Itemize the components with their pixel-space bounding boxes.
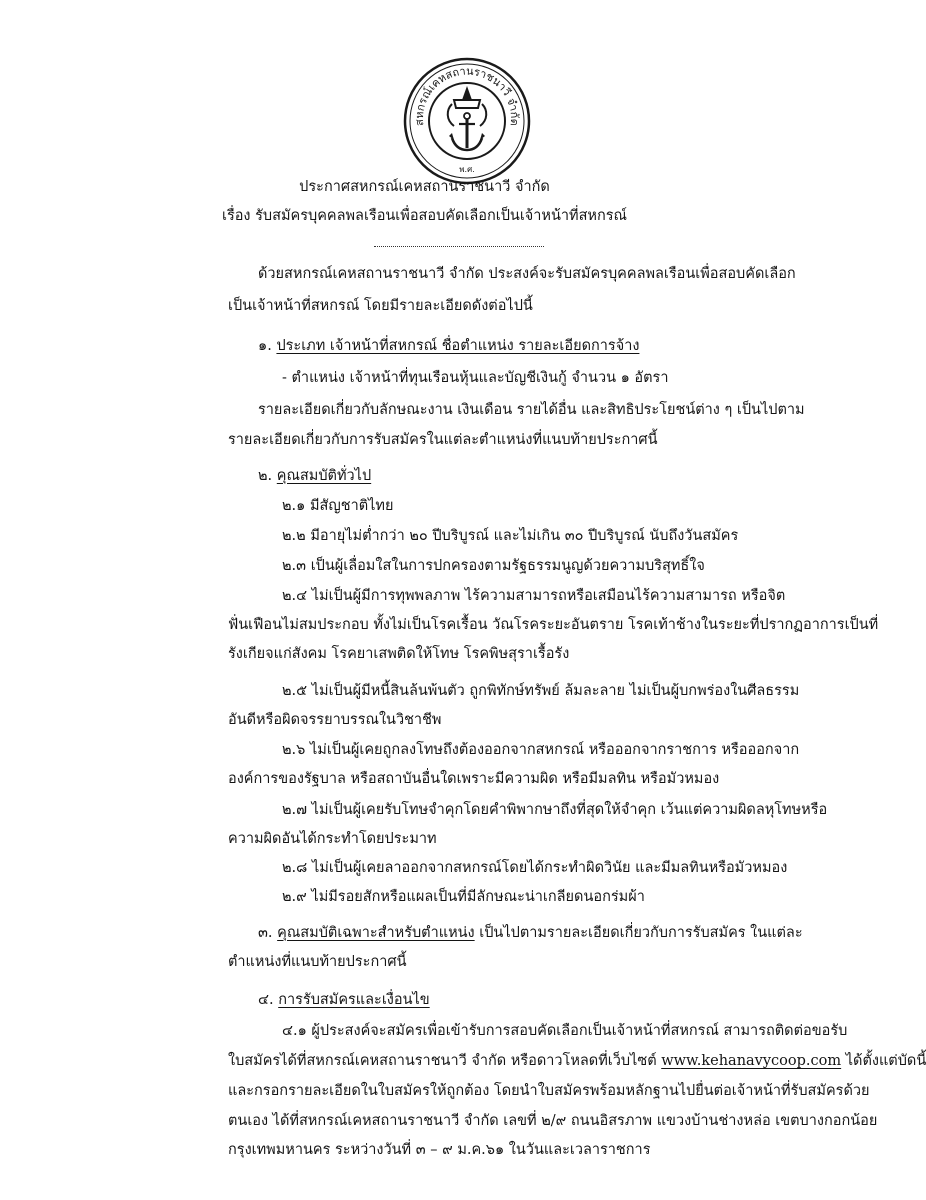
section-3-heading bbox=[258, 923, 803, 943]
item-2-4-line-3: รังเกียจแก่สังคม โรคยาเสพติดให้โทษ โรคพิษสุราเรื้อรัง bbox=[228, 646, 570, 662]
section-1-number: ๑. bbox=[258, 338, 272, 354]
item-4-1-line-3: และกรอกรายละเอียดในใบสมัครให้ถูกต้อง โดยนำใบสมัครพร้อมหลักฐานไปยื่นต่อเจ้าหน้าที่รับสมัครด้วย bbox=[228, 1083, 870, 1099]
announcement-title: ประกาศสหกรณ์เคหสถานราชนาวี จำกัด bbox=[299, 179, 550, 195]
item-2-7-line-1: ๒.๗ ไม่เป็นผู้เคยรับโทษจำคุกโดยคำพิพากษาถึงที่สุดให้จำคุก เว้นแต่ความผิดลหุโทษหรือ bbox=[282, 802, 828, 818]
section-1-heading bbox=[258, 336, 639, 356]
item-2-1: ๒.๑ มีสัญชาติไทย bbox=[282, 498, 394, 514]
announcement-subject: เรื่อง รับสมัครบุคคลพลเรือนเพื่อสอบคัดเลือกเป็นเจ้าหน้าที่สหกรณ์ bbox=[221, 208, 628, 224]
item-2-7-line-2: ความผิดอันได้กระทำโดยประมาท bbox=[228, 831, 437, 847]
item-4-1-line-4: ตนเอง ได้ที่สหกรณ์เคหสถานราชนาวี จำกัด เลขที่ ๒/๙ ถนนอิสรภาพ แขวงบ้านช่างหล่อ เขตบางกอกน้อย bbox=[228, 1113, 878, 1129]
website-link[interactable]: www.kehanavycoop.com bbox=[661, 1053, 842, 1069]
svg-text:พ.ศ.: พ.ศ. bbox=[459, 165, 475, 174]
item-2-6-line-1: ๒.๖ ไม่เป็นผู้เคยถูกลงโทษถึงต้องออกจากสหกรณ์ หรือออกจากราชการ หรือออกจาก bbox=[282, 742, 800, 758]
section-2-number: ๒. bbox=[258, 468, 273, 484]
section-1-detail-2: รายละเอียดเกี่ยวกับการรับสมัครในแต่ละตำแหน่งที่แนบท้ายประกาศนี้ bbox=[228, 432, 658, 448]
item-2-4-line-1: ๒.๔ ไม่เป็นผู้มีการทุพพลภาพ ไร้ความสามารถหรือเสมือนไร้ความสามารถ หรือจิต bbox=[282, 588, 786, 604]
section-1-detail-1: รายละเอียดเกี่ยวกับลักษณะงาน เงินเดือน รายได้อื่น และสิทธิประโยชน์ต่าง ๆ เป็นไปตาม bbox=[258, 402, 805, 418]
intro-line-2: เป็นเจ้าหน้าที่สหกรณ์ โดยมีรายละเอียดดังต่อไปนี้ bbox=[228, 298, 533, 314]
section-3-number: ๓. bbox=[258, 925, 273, 941]
item-2-6-line-2: องค์การของรัฐบาล หรือสถาบันอื่นใดเพราะมีความผิด หรือมีมลทิน หรือมัวหมอง bbox=[228, 771, 720, 787]
item-4-1-line-2 bbox=[228, 1051, 926, 1071]
section-3-line-2: ตำแหน่งที่แนบท้ายประกาศนี้ bbox=[228, 954, 407, 970]
item-4-1-line-1: ๔.๑ ผู้ประสงค์จะสมัครเพื่อเข้ารับการสอบคัดเลือกเป็นเจ้าหน้าที่สหกรณ์ สามารถติดต่อขอรับ bbox=[282, 1023, 848, 1039]
item-4-1-line-2-text: ใบสมัครได้ที่สหกรณ์เคหสถานราชนาวี จำกัด หรือดาวโหลดที่เว็บไซต์ bbox=[228, 1053, 662, 1069]
section-1-title: ประเภท เจ้าหน้าที่สหกรณ์ ชื่อตำแหน่ง รายละเอียดการจ้าง bbox=[276, 338, 640, 354]
section-4-title: การรับสมัครและเงื่อนไข bbox=[278, 992, 430, 1008]
item-2-8: ๒.๘ ไม่เป็นผู้เคยลาออกจากสหกรณ์โดยได้กระทำผิดวินัย และมีมลทินหรือมัวหมอง bbox=[282, 860, 788, 876]
section-2-title: คุณสมบัติทั่วไป bbox=[276, 468, 372, 484]
intro-line-1: ด้วยสหกรณ์เคหสถานราชนาวี จำกัด ประสงค์จะรับสมัครบุคคลพลเรือนเพื่อสอบคัดเลือก bbox=[258, 266, 796, 282]
item-2-4-line-2: ฟั่นเฟือนไม่สมประกอบ ทั้งไม่เป็นโรคเรื้อน วัณโรคระยะอันตราย โรคเท้าช้างในระยะที่ปรากฏอาการเป็นที่ bbox=[228, 617, 879, 633]
item-2-2: ๒.๒ มีอายุไม่ต่ำกว่า ๒๐ ปีบริบูรณ์ และไม่เกิน ๓๐ ปีบริบูรณ์ นับถึงวันสมัคร bbox=[282, 528, 739, 544]
item-2-3: ๒.๓ เป็นผู้เลื่อมใสในการปกครองตามรัฐธรรมนูญด้วยความบริสุทธิ์ใจ bbox=[282, 558, 705, 574]
item-2-5-line-1: ๒.๕ ไม่เป็นผู้มีหนี้สินล้นพ้นตัว ถูกพิทักษ์ทรัพย์ ล้มละลาย ไม่เป็นผู้บกพร่องในศีลธรรม bbox=[282, 683, 800, 699]
item-4-1-line-2-tail: ได้ตั้งแต่บัดนี้ bbox=[841, 1053, 926, 1069]
section-3-title: คุณสมบัติเฉพาะสำหรับตำแหน่ง bbox=[277, 925, 475, 941]
item-2-5-line-2: อันดีหรือผิดจรรยาบรรณในวิชาชีพ bbox=[228, 712, 442, 728]
section-3-text: เป็นไปตามรายละเอียดเกี่ยวกับการรับสมัคร ในแต่ละ bbox=[474, 925, 803, 941]
separator-dots bbox=[374, 246, 544, 247]
section-4-heading bbox=[258, 990, 430, 1010]
section-4-number: ๔. bbox=[258, 992, 274, 1008]
section-2-heading bbox=[258, 466, 371, 486]
item-4-1-line-5: กรุงเทพมหานคร ระหว่างวันที่ ๓ – ๙ ม.ค.๖๑ ในวันและเวลาราชการ bbox=[228, 1142, 651, 1158]
item-2-9: ๒.๙ ไม่มีรอยสักหรือแผลเป็นที่มีลักษณะน่าเกลียดนอกร่มผ้า bbox=[282, 889, 645, 905]
svg-text:สหกรณ์เคหสถานราชนาวี จำกัด: สหกรณ์เคหสถานราชนาวี จำกัด bbox=[412, 64, 522, 127]
section-1-position: - ตำแหน่ง เจ้าหน้าที่ทุนเรือนหุ้นและบัญชีเงินกู้ จำนวน ๑ อัตรา bbox=[282, 370, 669, 386]
cooperative-seal-logo bbox=[402, 56, 532, 186]
